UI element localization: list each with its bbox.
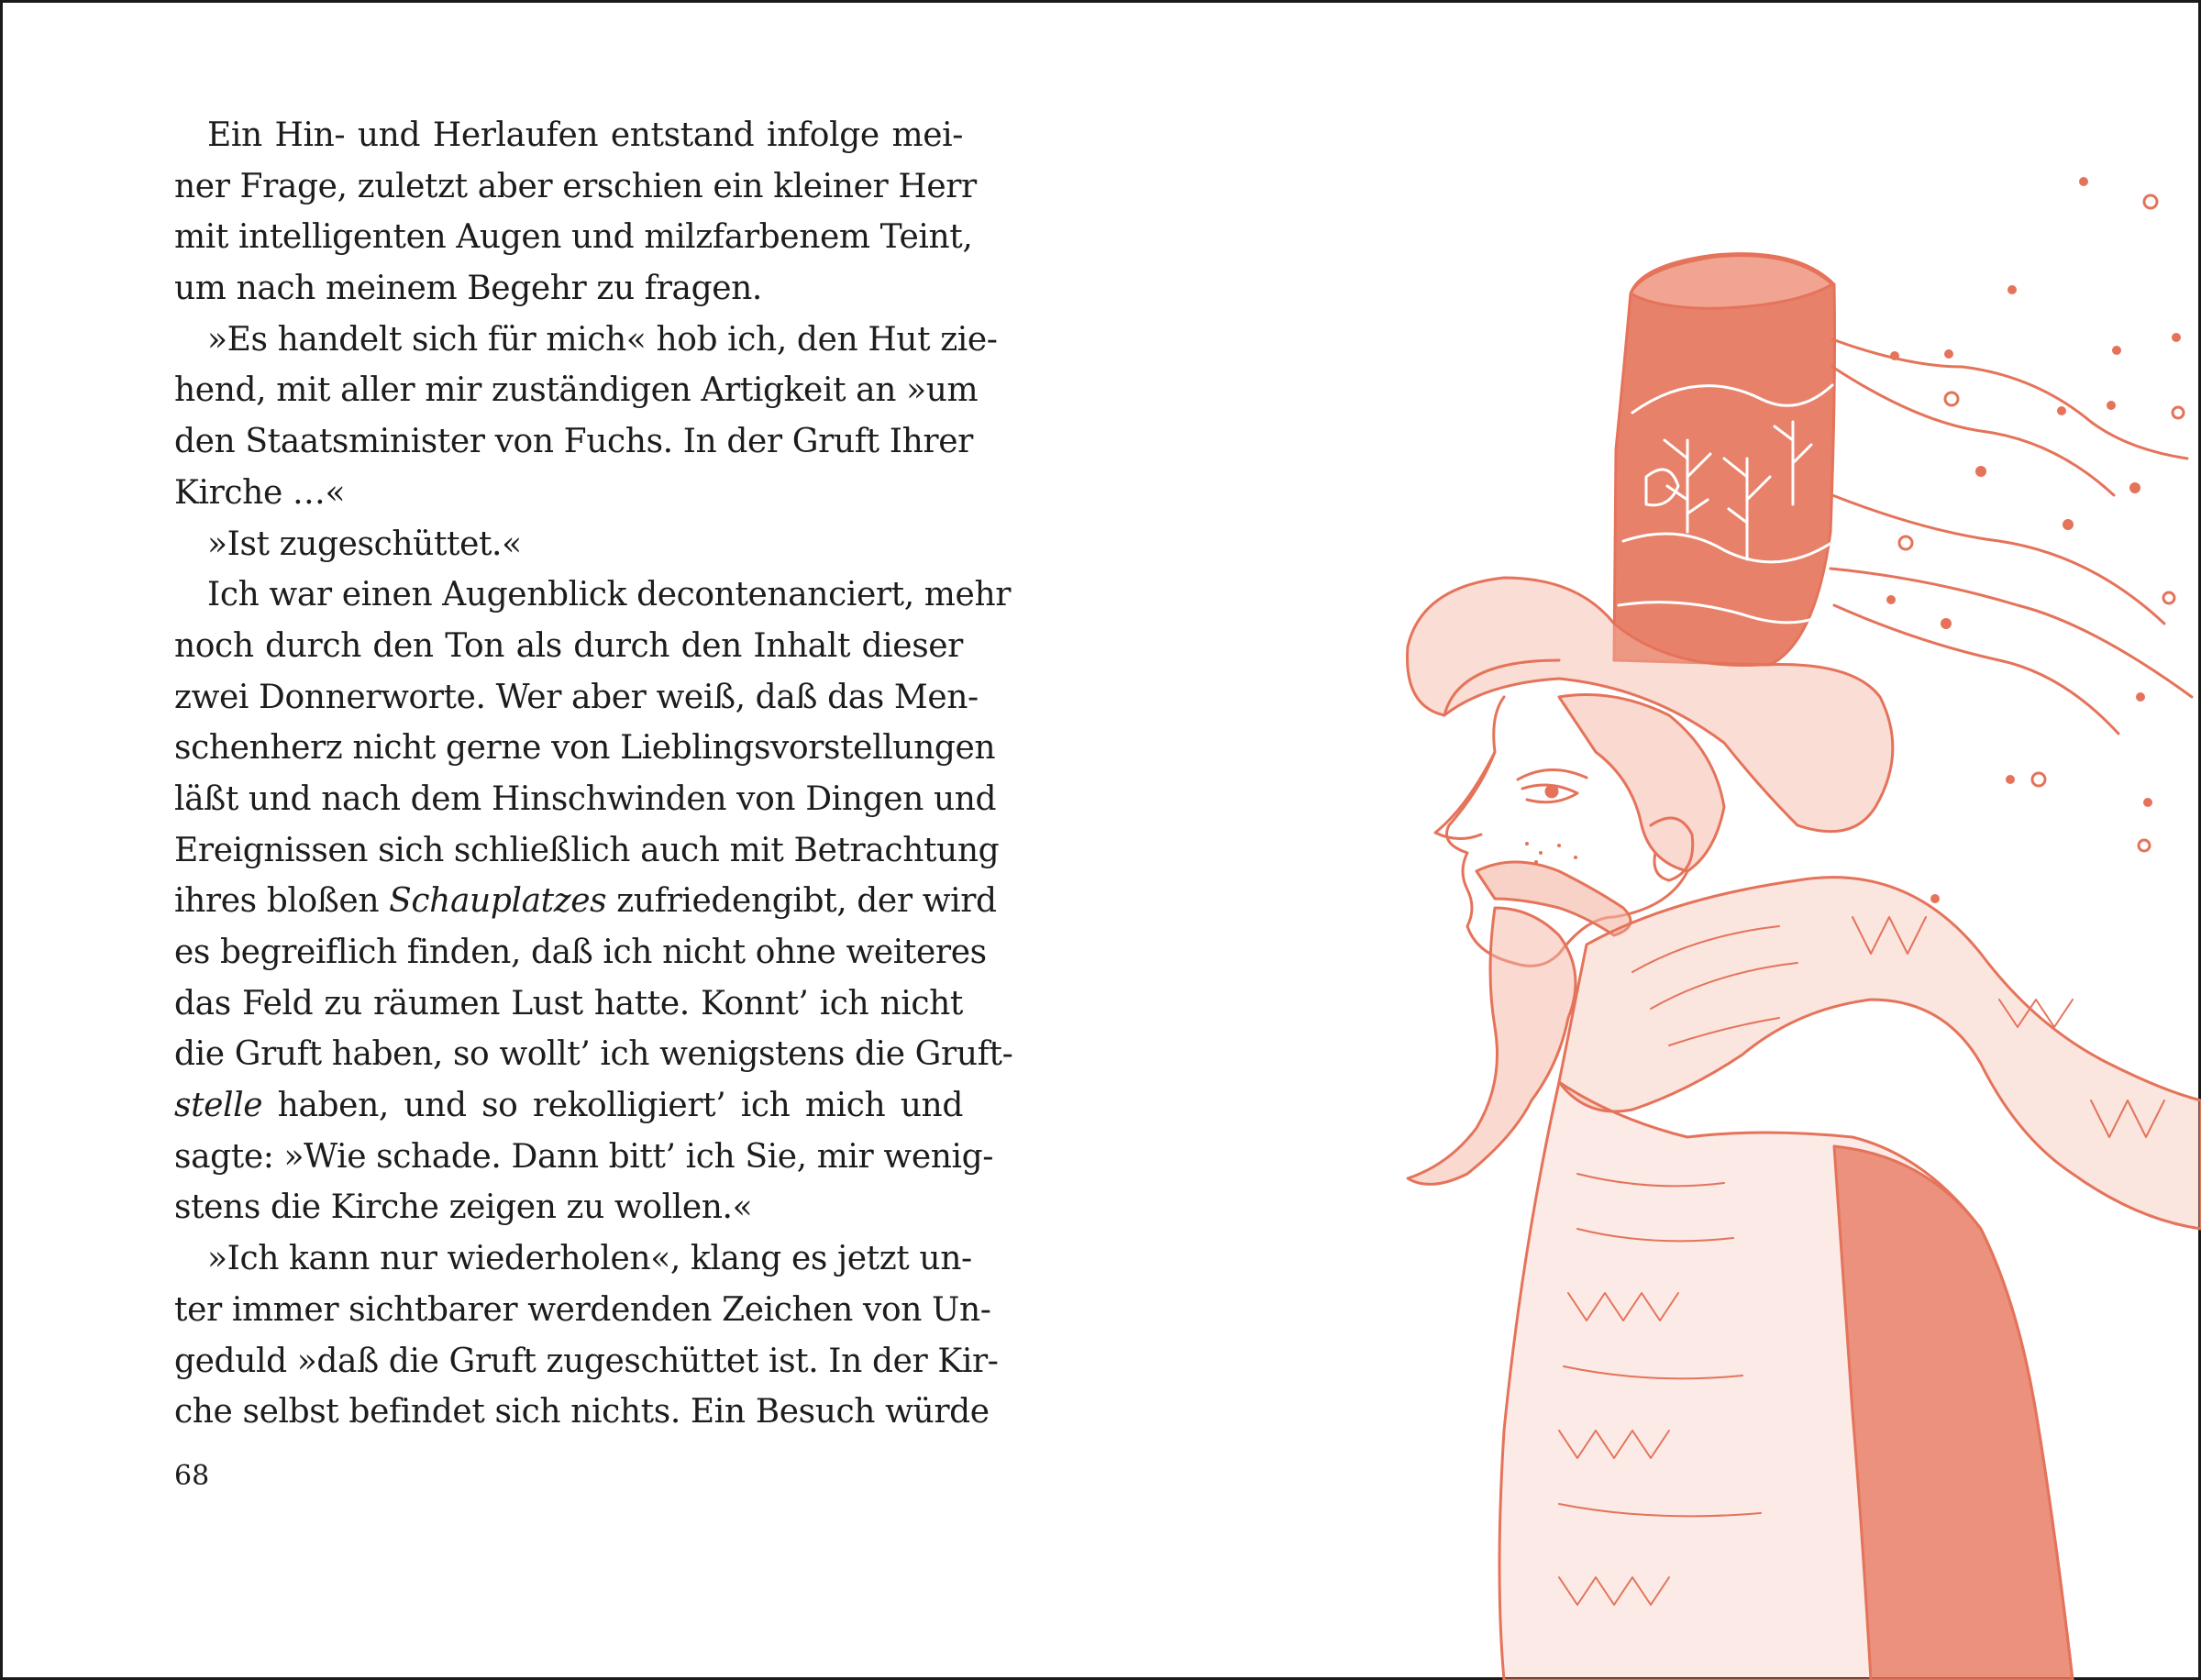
text-line: mit intelligenten Augen und milzfarbenem Teint, [174, 218, 973, 257]
text-line: das Feld zu räumen Lust hatte. Konnt’ ich nicht [174, 984, 963, 1022]
text-line: es begreiflich finden, daß ich nicht ohne weiteres [174, 934, 987, 971]
text-line: Ich war einen Augenblick decontenanciert, mehr [207, 576, 1012, 614]
text-line: che selbst befindet sich nichts. Ein Besuch würde [174, 1393, 990, 1431]
snow-rings [1899, 195, 2184, 851]
text-line: zwei Donnerworte. Wer aber weiß, daß das Men- [174, 678, 979, 716]
text-segment: zufriedengibt, der wird [606, 882, 997, 921]
text-line: »Es handelt sich für mich« hob ich, den Hut zie- [207, 320, 998, 359]
text-segment: haben, und so rekolligiert’ ich mich und [262, 1087, 963, 1125]
text-line: läßt und nach dem Hinschwinden von Dingen und [174, 779, 997, 818]
text-line: schenherz nicht gerne von Lieblingsvorstellungen [174, 729, 996, 768]
text-line: ter immer sichtbarer werdenden Zeichen von Un- [174, 1290, 991, 1329]
page-number: 68 [174, 1460, 210, 1492]
text-line: Ereignissen sich schließlich auch mit Betrachtung [174, 831, 1000, 869]
text-line: sagte: »Wie schade. Dann bitt’ ich Sie, mir wenig- [174, 1137, 994, 1176]
text-line-italic [174, 876, 997, 927]
italic-word: Schauplatzes [389, 882, 607, 921]
snow-dots [1886, 177, 2181, 903]
illustration-man-with-hat [1284, 147, 2201, 1680]
coat-dark-panel [1834, 1146, 2073, 1680]
text-line-italic [174, 1080, 963, 1132]
body-text [174, 110, 1013, 1438]
text-line: Ein Hin- und Herlaufen entstand infolge mei- [207, 116, 963, 154]
text-line: hend, mit aller mir zuständigen Artigkeit an »um [174, 371, 979, 410]
text-line: geduld »daß die Gruft zugeschüttet ist. In der Kir- [174, 1342, 999, 1380]
text-line: Kirche …« [174, 473, 346, 512]
text-line: »Ich kann nur wiederholen«, klang es jetzt un- [207, 1240, 972, 1278]
text-segment: ihres bloßen [174, 882, 390, 921]
text-line: um nach meinem Begehr zu fragen. [174, 270, 762, 308]
text-line: stens die Kirche zeigen zu wollen.« [174, 1188, 753, 1227]
text-line: ner Frage, zuletzt aber erschien ein kleiner Herr [174, 167, 977, 205]
italic-word: stelle [174, 1087, 263, 1125]
text-line: »Ist zugeschüttet.« [207, 525, 522, 563]
text-line: die Gruft haben, so wollt’ ich wenigstens die Gruft- [174, 1035, 1013, 1074]
text-line: noch durch den Ton als durch den Inhalt dieser [174, 626, 963, 665]
text-line: den Staatsminister von Fuchs. In der Gruft Ihrer [174, 423, 973, 461]
